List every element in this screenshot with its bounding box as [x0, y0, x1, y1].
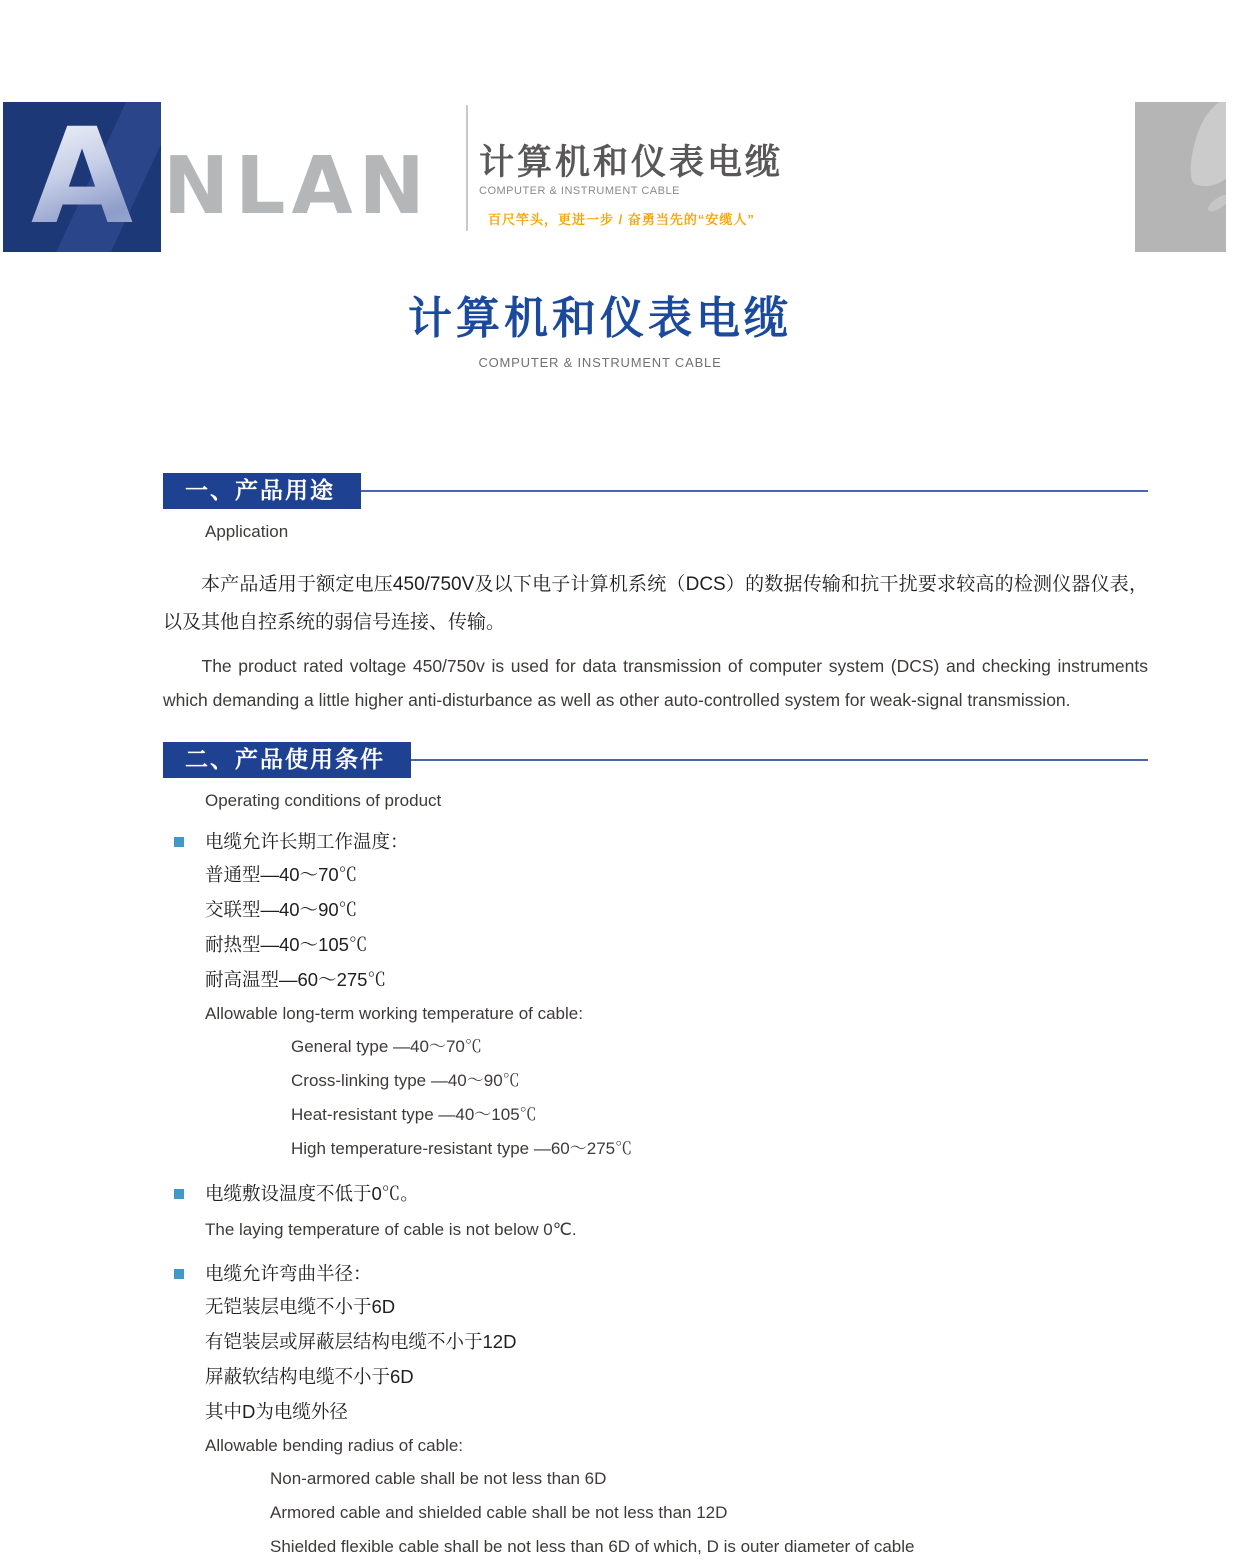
temp-line-crosslink-cn: 交联型—40～90℃	[205, 899, 358, 920]
bend-line-shielded-cn: 屏蔽软结构电缆不小于6D	[205, 1366, 414, 1387]
application-paragraph-cn: 本产品适用于额定电压450/750V及以下电子计算机系统（DCS）的数据传输和抗干扰要求较高的检测仪器仪表，以及其他自控系统的弱信号连接、传输。	[163, 574, 1148, 633]
bend-line-diameter-cn: 其中D为电缆外径	[205, 1401, 348, 1422]
company-logo	[3, 102, 161, 252]
leaf-fragment-icon	[1205, 191, 1226, 214]
bullet-bending-radius-label: 电缆允许弯曲半径：	[205, 1263, 372, 1284]
temp-intro-en: Allowable long-term working temperature of cable:	[205, 1004, 583, 1023]
masthead-title-cn: 计算机和仪表电缆	[479, 143, 784, 182]
bend-line-nonarmored-en: Non-armored cable shall be not less than 6D	[270, 1469, 607, 1488]
bend-line-armored-cn: 有铠装层或屏蔽层结构电缆不小于12D	[205, 1331, 517, 1352]
section-operating-conditions	[163, 742, 1148, 1564]
section-header-rule	[411, 759, 1148, 761]
bullet-square-icon	[174, 837, 184, 847]
section-header-rule	[361, 490, 1148, 492]
section-application	[163, 473, 1148, 717]
section-application-badge: 一、产品用途	[163, 473, 361, 509]
bullet-working-temperature	[163, 827, 1148, 857]
section-conditions-badge: 二、产品使用条件	[163, 742, 411, 778]
bullet-square-icon	[174, 1269, 184, 1279]
temp-line-general-en: General type —40～70℃	[291, 1037, 482, 1056]
logo-letter-a: A	[30, 102, 134, 252]
temp-line-general-cn: 普通型—40～70℃	[205, 864, 358, 885]
bend-line-nonarmored-cn: 无铠装层电缆不小于6D	[205, 1296, 396, 1317]
bullet-bending-radius	[163, 1259, 1148, 1289]
temp-line-hightemp-cn: 耐高温型—60～275℃	[205, 969, 386, 990]
masthead-divider	[466, 105, 468, 231]
bend-line-armored-en: Armored cable and shielded cable shall be not less than 12D	[270, 1503, 728, 1522]
bend-intro-en: Allowable bending radius of cable:	[205, 1436, 464, 1455]
section-conditions-header	[163, 742, 1148, 778]
bullet-laying-temperature	[163, 1179, 1148, 1209]
document-title-cn: 计算机和仪表电缆	[408, 294, 792, 343]
temp-line-crosslink-en: Cross-linking type —40～90℃	[291, 1071, 520, 1090]
masthead-text-block	[479, 142, 783, 228]
bullet-laying-temperature-label: 电缆敷设温度不低于0℃。	[205, 1183, 419, 1204]
section-conditions-subheading: Operating conditions of product	[205, 791, 442, 810]
application-paragraph-en: The product rated voltage 450/750v is used for data transmission of computer system (DCS) and checking instruments which demanding a little higher anti-disturbance as well as other auto-controlled system for weak-signal transmission.	[163, 656, 1148, 710]
bend-line-shielded-en: Shielded flexible cable shall be not less than 6D of which, D is outer diameter of cable	[270, 1537, 915, 1556]
leaf-shape-icon	[1182, 102, 1226, 195]
document-title-en: COMPUTER & INSTRUMENT CABLE	[478, 355, 722, 370]
masthead-title-en: COMPUTER & INSTRUMENT CABLE	[479, 185, 680, 197]
temp-line-heat-en: Heat-resistant type —40～105℃	[291, 1105, 537, 1124]
document-title-block	[0, 292, 1200, 370]
section-application-header	[163, 473, 1148, 509]
section-application-subheading: Application	[205, 522, 289, 541]
temp-line-hightemp-en: High temperature-resistant type —60～275℃	[291, 1139, 633, 1158]
laying-temperature-en: The laying temperature of cable is not below 0℃.	[205, 1220, 577, 1239]
temp-line-heat-cn: 耐热型—40～105℃	[205, 934, 368, 955]
bullet-working-temperature-label: 电缆允许长期工作温度：	[205, 831, 409, 852]
logo-wordmark: NLAN	[163, 140, 431, 232]
bullet-square-icon	[174, 1189, 184, 1199]
masthead-slogan: 百尺竿头，更进一步 / 奋勇当先的“安缆人”	[488, 212, 755, 227]
corner-photo	[1135, 102, 1226, 252]
